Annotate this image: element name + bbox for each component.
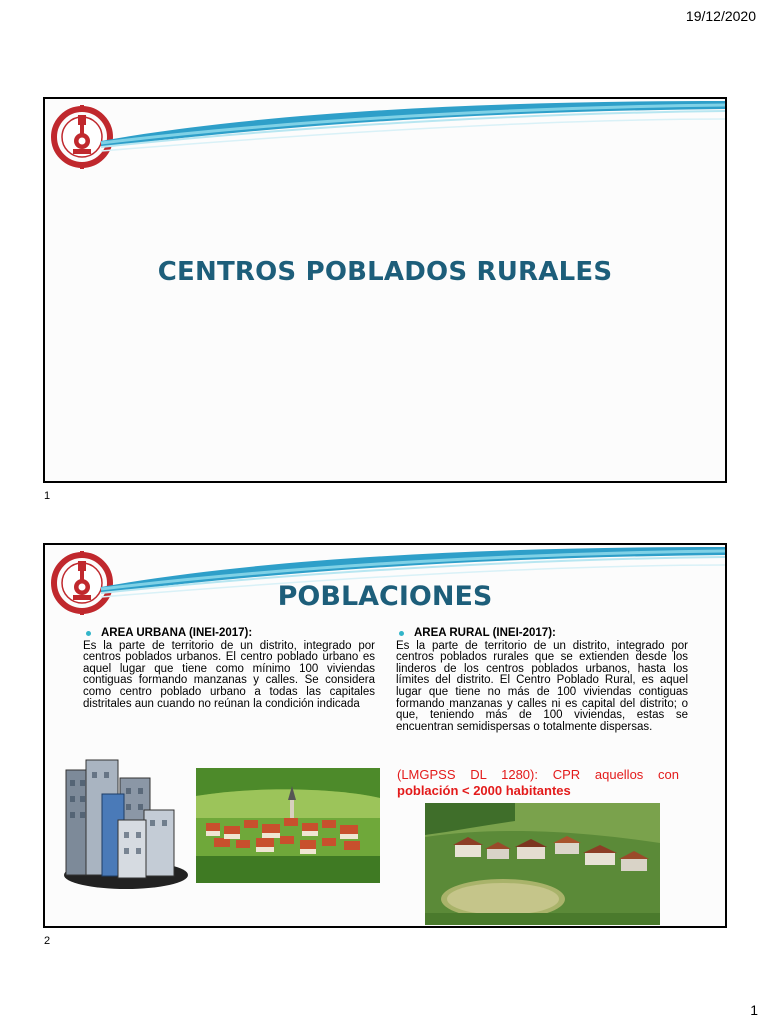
rural-area-section — [396, 628, 688, 733]
population-note-bold: población < 2000 habitantes — [397, 783, 571, 798]
urban-area-heading-text: AREA URBANA (INEI-2017): — [101, 627, 253, 639]
slide-2 — [43, 543, 727, 928]
urban-area-section — [83, 628, 375, 710]
document-date: 19/12/2020 — [685, 8, 756, 24]
rural-area-text: Es la parte de territorio de un distrito, integrado por centros poblados rurales que se extienden desde los linderos de los centros poblados urbanos, hasta los límites del distrito. El Centro Poblado Rural, es aquel lugar que tiene no más de 100 viviendas contiguas formando manzanas y calles ni es capital del distrito; o que, teniendo más de 100 viviendas, estas se encuentran semidispersas o totalmente dispersas. — [396, 639, 688, 733]
bullet-icon — [399, 631, 404, 636]
village-photo — [196, 768, 380, 883]
page-number: 1 — [750, 1002, 758, 1018]
rural-area-heading-text: AREA RURAL (INEI-2017): — [414, 627, 556, 639]
slide-number: 2 — [44, 935, 51, 947]
population-note-text: (LMGPSS DL 1280): CPR aquellos con — [397, 767, 679, 782]
city-buildings-image — [58, 750, 194, 893]
slide-number: 1 — [44, 490, 51, 502]
urban-area-text: Es la parte de territorio de un distrito, integrado por centros poblados urbanos. El centro poblado urbano es aquel lugar que tiene como mínimo 100 viviendas contiguas formando manzanas y calles. Se considera como centro poblado urbano a todas las capitales distritales aun cuando no reúnan la condición indicada — [83, 639, 375, 710]
urban-area-heading — [83, 628, 375, 640]
rural-settlement-photo — [425, 803, 660, 925]
slide-title: POBLACIONES — [277, 581, 493, 612]
bullet-icon — [86, 631, 91, 636]
population-note — [397, 767, 679, 799]
slide-1 — [43, 97, 727, 483]
header-swoosh — [101, 99, 727, 161]
rural-area-heading — [396, 628, 688, 640]
slide-title: CENTROS POBLADOS RURALES — [157, 257, 613, 287]
